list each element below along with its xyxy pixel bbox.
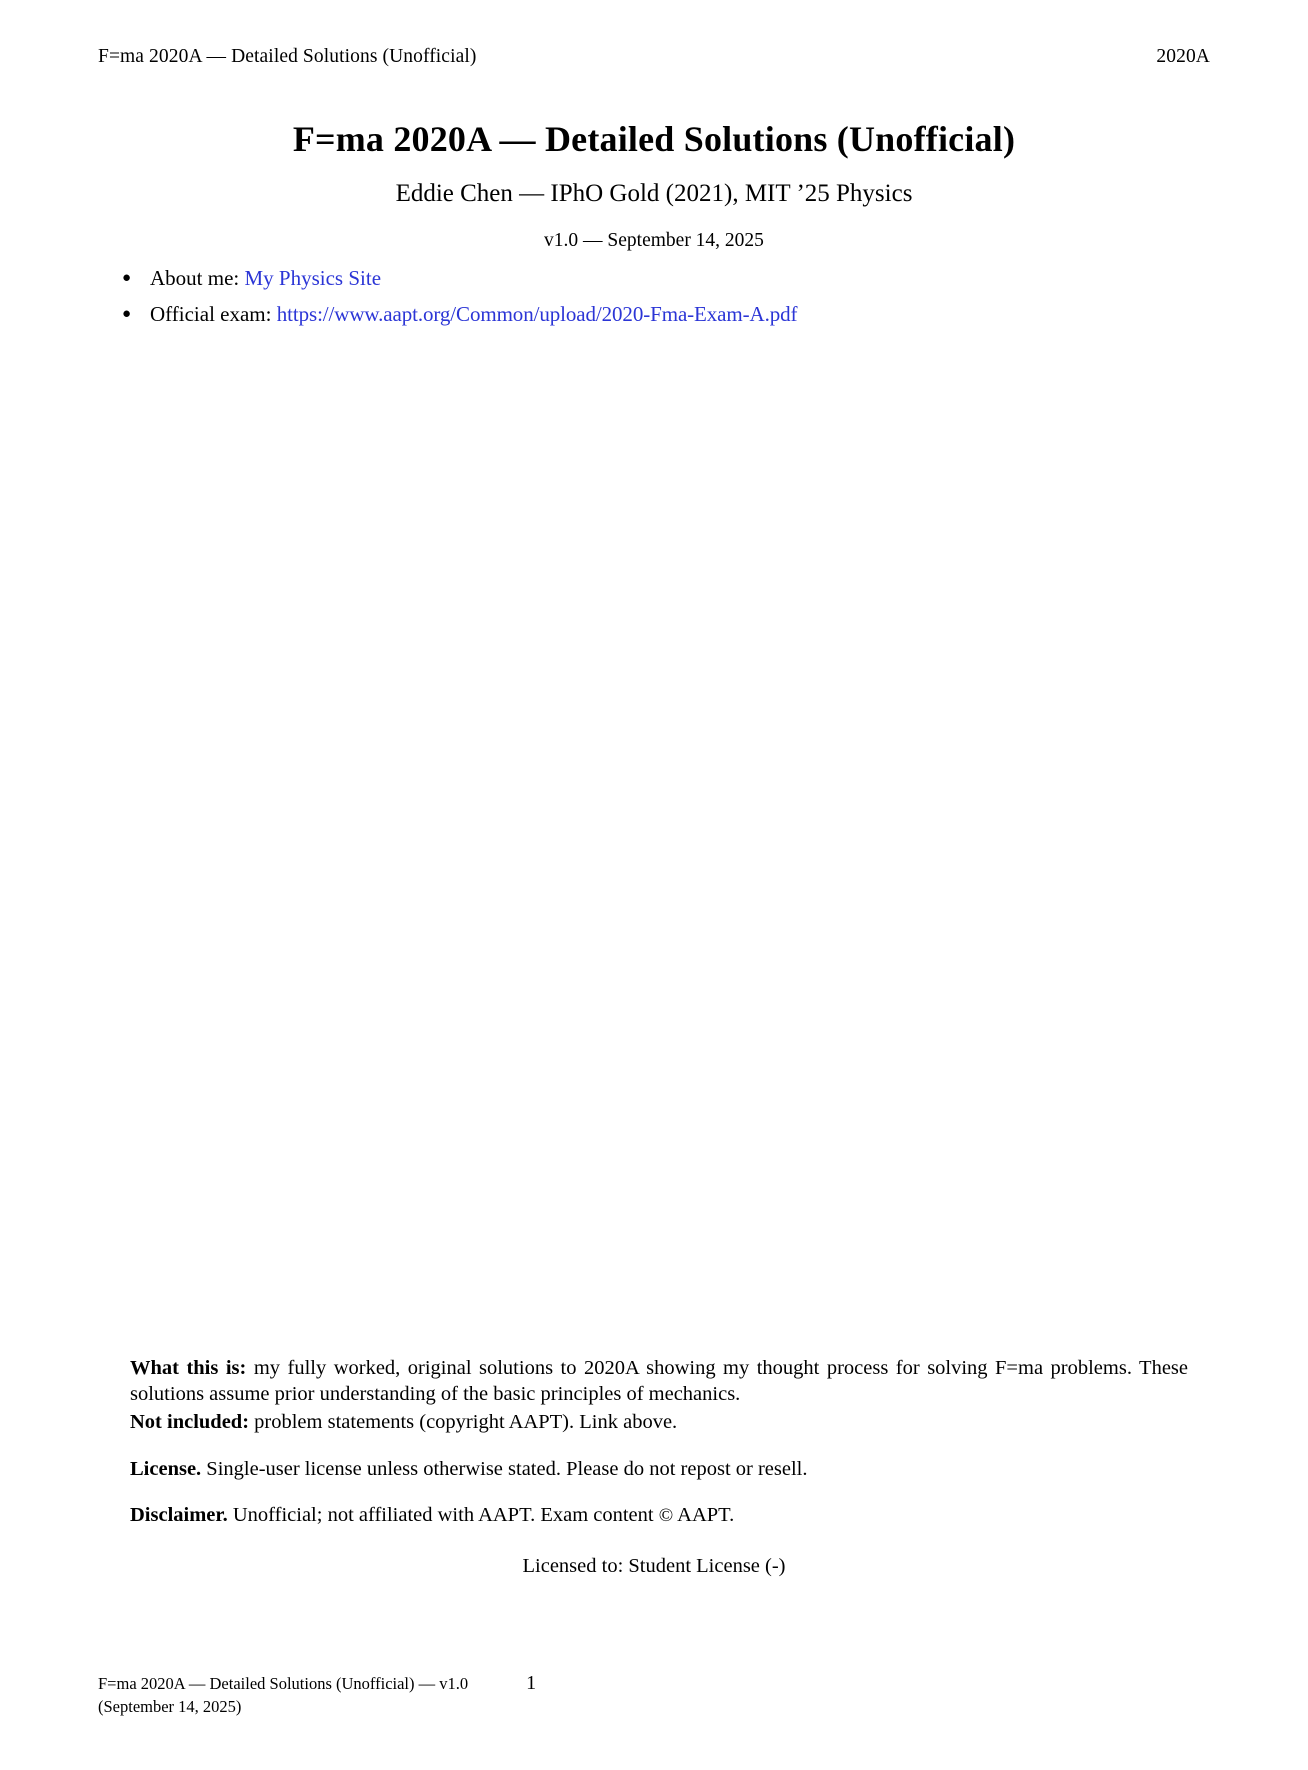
bullet-icon: ●	[122, 306, 132, 322]
author-line: Eddie Chen — IPhO Gold (2021), MIT ’25 Physics	[395, 180, 913, 208]
running-header	[98, 46, 1210, 68]
links-list	[98, 268, 1210, 340]
license-label: License.	[130, 1457, 202, 1480]
disclaimer-body-post: AAPT.	[673, 1503, 735, 1526]
about-me-link[interactable]: My Physics Site	[244, 266, 382, 290]
what-this-is-label: What this is:	[130, 1357, 247, 1379]
official-exam-label: Official exam:	[150, 302, 272, 326]
version-date-line: v1.0 — September 14, 2025	[544, 230, 764, 252]
disclaimer-body-pre: Unofficial; not affiliated with AAPT. Exam content	[227, 1503, 659, 1526]
running-header-right: 2020A	[1156, 46, 1210, 67]
what-this-is-paragraph	[130, 1355, 1188, 1407]
disclaimer-label: Disclaimer.	[130, 1503, 228, 1526]
not-included-body: problem statements (copyright AAPT). Link above.	[249, 1411, 678, 1434]
official-exam-link[interactable]: https://www.aapt.org/Common/upload/2020-Fma-Exam-A.pdf	[276, 302, 798, 326]
disclaimer-paragraph	[130, 1502, 1188, 1528]
notes-block	[130, 1355, 1188, 1548]
not-included-label: Not included:	[130, 1411, 250, 1434]
footer-line-1: F=ma 2020A — Detailed Solutions (Unofficial) — v1.0	[98, 1674, 469, 1694]
footer-line-2: (September 14, 2025)	[98, 1696, 242, 1716]
list-item	[98, 268, 1210, 289]
license-body: Single-user license unless otherwise stated. Please do not repost or resell.	[201, 1457, 808, 1480]
not-included-paragraph	[130, 1409, 1188, 1435]
page-number: 1	[526, 1672, 537, 1695]
licensed-to-line: Licensed to: Student License (-)	[522, 1555, 786, 1577]
about-me-label: About me:	[150, 266, 240, 290]
page-title: F=ma 2020A — Detailed Solutions (Unofficial)	[292, 119, 1016, 159]
list-item	[98, 304, 1210, 325]
copyright-icon: ©	[658, 1504, 674, 1526]
bullet-icon: ●	[122, 270, 132, 286]
title-block	[98, 118, 1210, 252]
what-this-is-body: my fully worked, original solutions to 2020A showing my thought process for solving F=ma problems. These solutions assume prior understanding of the basic principles of mechanics.	[130, 1357, 1188, 1406]
page-footer	[98, 1670, 1210, 1718]
running-header-left: F=ma 2020A — Detailed Solutions (Unofficial)	[98, 46, 477, 67]
license-paragraph	[130, 1456, 1188, 1482]
